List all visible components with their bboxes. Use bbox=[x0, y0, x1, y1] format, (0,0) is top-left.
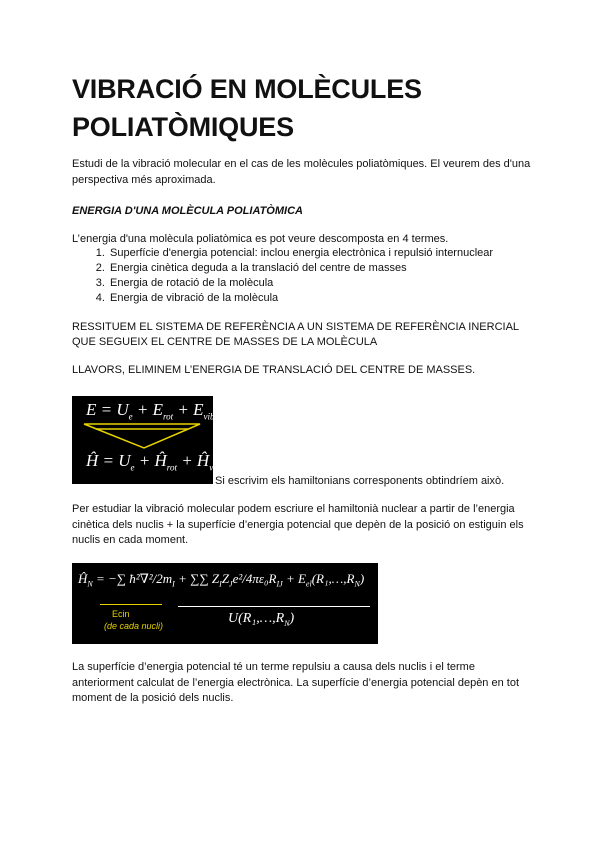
potential-term-underline bbox=[178, 606, 370, 607]
down-arrow-icon bbox=[82, 423, 202, 449]
list-item: 4. Energia de vibració de la molècula bbox=[108, 291, 493, 306]
kinetic-energy-sublabel: (de cada nucli) bbox=[104, 621, 164, 631]
energy-equation-image bbox=[72, 396, 221, 484]
energy-terms-list bbox=[72, 246, 493, 306]
energy-lead-paragraph: L’energia d'una molècula poliatòmica es pot veure descomposta en 4 termes. bbox=[72, 233, 449, 245]
hamiltonian-sum-equation: Ĥ = $U_e$ + $Ĥ_{rot}$ + $Ĥ_{vib}$ bbox=[86, 451, 221, 473]
kinetic-energy-label: Ecin bbox=[112, 609, 130, 619]
intro-paragraph: Estudi de la vibració molecular en el cas de les molècules poliatòmiques. El veurem des d'una perspectiva més aproximada. bbox=[72, 158, 531, 186]
translation-removal-paragraph: LLAVORS, ELIMINEM L’ENERGIA DE TRANSLACIÓ DEL CENTRE DE MASSES. bbox=[72, 364, 476, 376]
nuclear-hamiltonian-equation-image bbox=[72, 563, 378, 644]
list-item: 3. Energia de rotació de la molècula bbox=[108, 276, 493, 291]
nuclear-hamiltonian-formula: $Ĥ_N$ = −∑ $ħ^2\nabla^2/2m_I$ + ∑∑ $Z_IZ_Je^2/4\pi\varepsilon_0R_{IJ}$ + $E_{el}(R_1,\dots,R_N)$ bbox=[78, 571, 365, 589]
energy-sum-equation: $E = U_e + E_{rot} + E_{vib}$ bbox=[86, 400, 215, 422]
page-title: VIBRACIÓ EN MOLÈCULES POLIATÒMIQUES bbox=[72, 74, 422, 142]
potential-energy-function: $U(R_1,\dots,R_N)$ bbox=[228, 611, 295, 628]
nuclear-hamiltonian-paragraph: Per estudiar la vibració molecular podem escriure el hamiltonià nuclear a partir de l’energia cinètica dels nuclis + la superfície d’energia potencial que depèn de la posició on estiguin els nuclis en cada moment. bbox=[72, 503, 524, 546]
list-item: 1. Superfície d'energia potencial: inclou energia electrònica i repulsió internuclear bbox=[108, 246, 493, 261]
potential-surface-paragraph: La superfície d’energia potencial té un terme repulsiu a causa dels nuclis i el terme anteriorment calculat de l’energia electrònica. La superfície d’energia potencial depèn en tot moment de la posició dels nuclis. bbox=[72, 661, 520, 704]
list-item: 2. Energia cinètica deguda a la translació del centre de masses bbox=[108, 261, 493, 276]
reference-frame-paragraph: RESSITUEM EL SISTEMA DE REFERÈNCIA A UN SISTEMA DE REFERÈNCIA INERCIAL QUE SEGUEIX EL CENTRE DE MASSES DE LA MOLÈCULA bbox=[72, 321, 519, 348]
hamiltonian-caption: Si escrivim els hamiltonians corresponents obtindríem això. bbox=[215, 475, 505, 487]
section-title: ENERGIA D'UNA MOLÈCULA POLIATÒMICA bbox=[72, 205, 303, 217]
kinetic-term-underline bbox=[100, 604, 162, 605]
